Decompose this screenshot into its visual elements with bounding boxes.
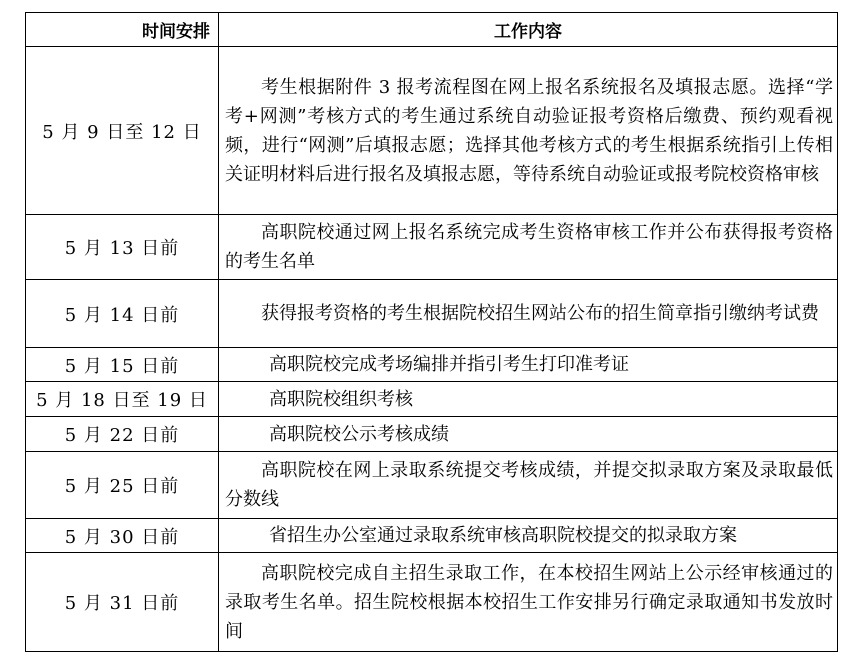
schedule-table-container — [25, 12, 837, 652]
table-row — [26, 280, 838, 348]
time-cell: 5 月 31 日前 — [26, 553, 219, 652]
content-cell — [219, 215, 838, 280]
table-row — [26, 519, 838, 553]
time-column-header: 时间安排 — [26, 13, 219, 47]
time-cell: 5 月 30 日前 — [26, 519, 219, 553]
content-cell — [219, 382, 838, 417]
content-cell — [219, 348, 838, 382]
content-text: 高职院校完成考场编排并指引考生打印准考证 — [269, 354, 629, 375]
content-text: 高职院校组织考核 — [269, 388, 413, 410]
time-cell: 5 月 18 日至 19 日 — [26, 382, 219, 417]
table-row — [26, 417, 838, 452]
table-row — [26, 215, 838, 280]
time-cell: 5 月 13 日前 — [26, 215, 219, 280]
table-row — [26, 47, 838, 215]
time-cell: 5 月 25 日前 — [26, 452, 219, 519]
time-cell: 5 月 9 日至 12 日 — [26, 47, 219, 215]
content-column-header: 工作内容 — [219, 13, 838, 47]
content-text: 高职院校在网上录取系统提交考核成绩，并提交拟录取方案及录取最低分数线 — [225, 460, 833, 510]
content-text: 获得报考资格的考生根据院校招生网站公布的招生简章指引缴纳考试费 — [261, 303, 819, 324]
content-text: 高职院校公示考核成绩 — [269, 423, 449, 445]
time-cell: 5 月 15 日前 — [26, 348, 219, 382]
content-cell — [219, 417, 838, 452]
table-header-row — [26, 13, 838, 47]
content-cell — [219, 280, 838, 348]
schedule-table — [25, 12, 838, 652]
content-cell — [219, 553, 838, 652]
table-row — [26, 348, 838, 382]
content-text: 省招生办公室通过录取系统审核高职院校提交的拟录取方案 — [269, 525, 737, 546]
table-row — [26, 553, 838, 652]
time-cell: 5 月 22 日前 — [26, 417, 219, 452]
content-text: 考生根据附件 3 报考流程图在网上报名系统报名及填报志愿。选择“学考+网测”考核方式的考生通过系统自动验证报考资格后缴费、预约观看视频，进行“网测”后填报志愿；选择其他考核方式的考生根据系统指引上传相关证明材料后进行报名及填报志愿，等待系统自动验证或报考院校资格审核 — [225, 76, 833, 185]
content-cell — [219, 47, 838, 215]
table-row — [26, 382, 838, 417]
content-cell — [219, 452, 838, 519]
content-text: 高职院校通过网上报名系统完成考生资格审核工作并公布获得报考资格的考生名单 — [225, 222, 833, 272]
content-cell — [219, 519, 838, 553]
time-cell: 5 月 14 日前 — [26, 280, 219, 348]
table-row — [26, 452, 838, 519]
content-text: 高职院校完成自主招生录取工作，在本校招生网站上公示经审核通过的录取考生名单。招生院校根据本校招生工作安排另行确定录取通知书发放时间 — [225, 562, 833, 642]
